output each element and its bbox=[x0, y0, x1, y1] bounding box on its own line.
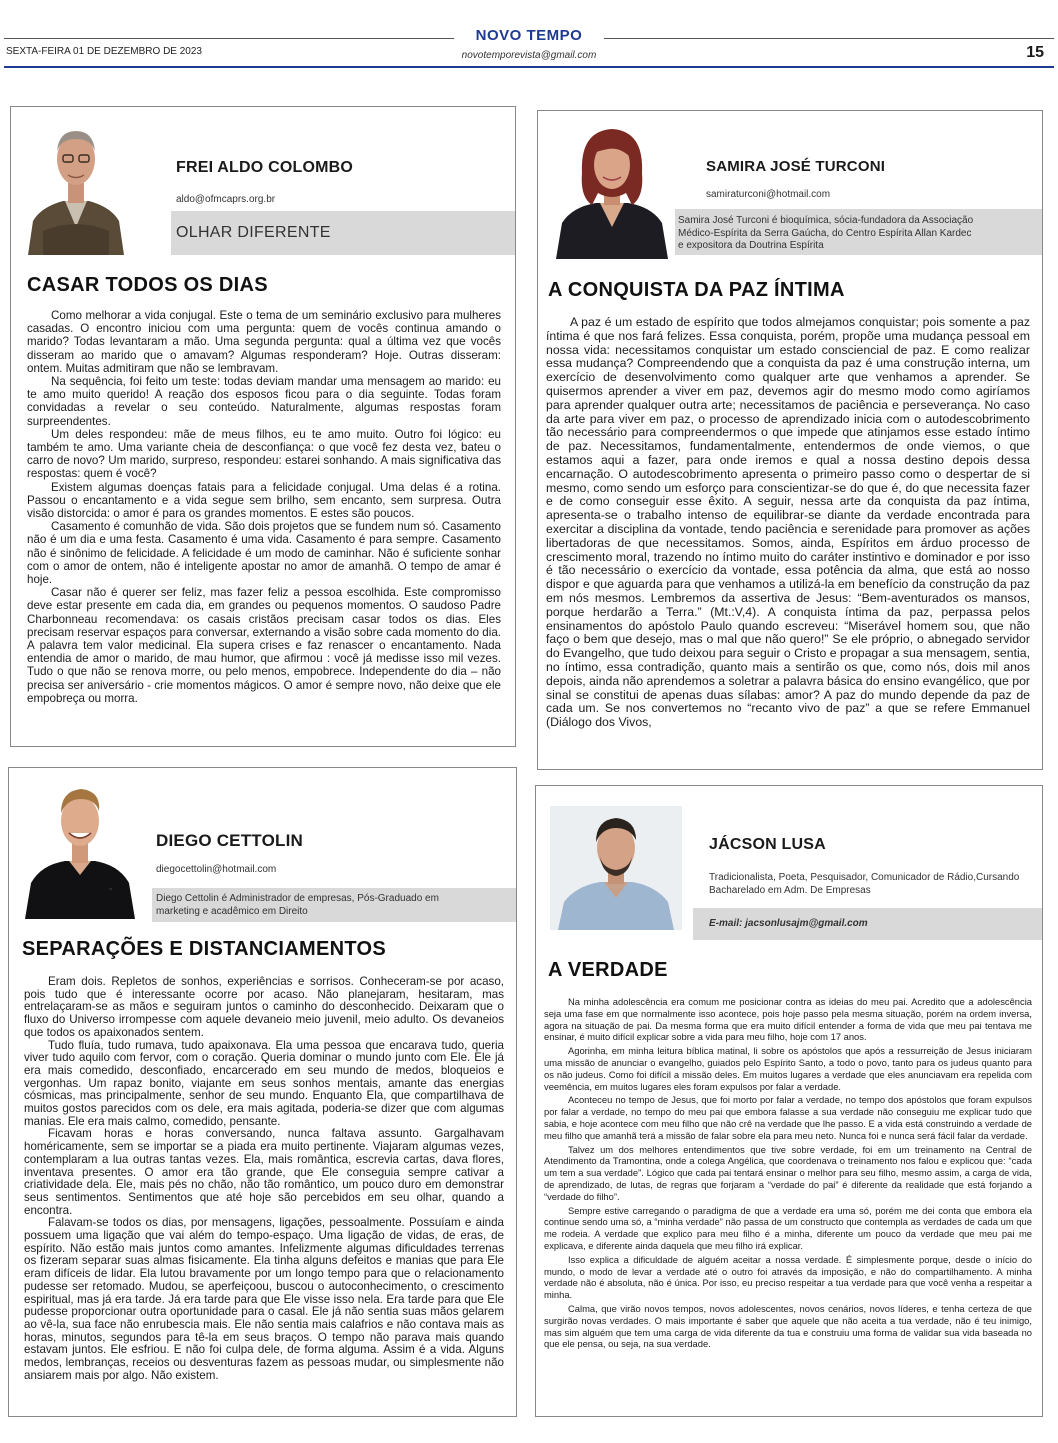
article-paragraph: Na sequência, foi feito um teste: todas deviam mandar uma mensagem ao marido: eu te amo muito querido! A reação dos esposos ficou para o dia seguinte. Todas foram convidadas a revelar o seu conteúdo. Naturalmente, algumas respostas foram surpreendentes. bbox=[27, 375, 501, 428]
article-body bbox=[546, 316, 1030, 730]
masthead-bottom-rule bbox=[4, 66, 1054, 68]
author-portrait-icon bbox=[21, 771, 139, 919]
author-email: diegocettolin@hotmail.com bbox=[156, 864, 277, 875]
author-photo-jacson bbox=[550, 806, 682, 930]
column-frei-aldo-colombo bbox=[10, 106, 516, 747]
article-paragraph: Talvez um dos melhores entendimentos que tive sobre verdade, foi em um treinamento na Central de Atendimento da Tramontina, onde a colega Angélica, que coordenava o treinamento nos falou e explicou que: “cada um tem a sua verdade”. Lógico que cada pai tentará ensinar o melhor para seu filho, mesmo assim, a carga de vida, de aprendizado, de lutas, de regras que forjaram a “verdade do pai” é diferente da realidade que está forjando a “verdade do filho”. bbox=[544, 1143, 1032, 1202]
article-paragraph: Ficavam horas e horas conversando, nunca faltava assunto. Gargalhavam homéricamente, sem se importar se a piada era muito pertinente. Viajaram algumas vezes, contemplaram a lua outras tantas vezes. Ela, mais romântica, escrevia cartas, dava flores, inventava presentes. O amor era tão grande, que Ele conseguia sempre cativar a criatividade dela. Ele, mais pés no chão, não tão romântico, um pouco duro em demonstrar seus sentimentos. Sentimentos que até hoje são percebidos em seu olhar, quando a encontra. bbox=[24, 1127, 504, 1217]
article-paragraph: Eram dois. Repletos de sonhos, experiências e sorrisos. Conheceram-se por acaso, pois tudo que é interessante ocorre por acaso. Não planejaram, hesitaram, mas entrelaçaram-se as mãos e seguiram juntos o caminho do desconhecido. Deixaram que o fluxo do Universo irrompesse com aquele devaneio meio juvenil, meio adulto. Os devaneios que todos os apaixonados sentem. bbox=[24, 975, 504, 1039]
article-headline: A VERDADE bbox=[548, 959, 668, 981]
newspaper-email: novotemporevista@gmail.com bbox=[461, 50, 597, 61]
author-bio: Diego Cettolin é Administrador de empresas, Pós-Graduado em marketing e acadêmico em Direito bbox=[156, 893, 439, 917]
author-name: FREI ALDO COLOMBO bbox=[176, 159, 354, 176]
masthead bbox=[0, 0, 1058, 70]
article-paragraph: Existem algumas doenças fatais para a felicidade conjugal. Uma delas é a rotina. Passou o encantamento e a vida segue sem brilho, sem encanto, sem surpresa. Outra visão distorcida: o amor é para os grandes momentos. E estes são poucos. bbox=[27, 480, 501, 521]
author-photo-samira bbox=[554, 113, 670, 259]
author-name: DIEGO CETTOLIN bbox=[156, 831, 303, 850]
article-paragraph: Falavam-se todos os dias, por mensagens, ligações, pessoalmente. Possuíam e ainda possuem uma ligação que vai além do tempo-espaço. Uma ligação de vidas, de eras, de espírito. Não estão mais juntos como amantes. Infelizmente algumas dificuldades terrenas os fizeram separar suas almas fisicamente. Ela tinha alguns defeitos e manias que para Ele eram difíceis de lidar. Ela lutou bravamente por um longo tempo para que o relacionamento pudesse ser retomado. Mudou, se aperfeiçoou, buscou o autoconhecimento, o crescimento espiritual, mas já era tarde. Já era tarde para que Ele visse isso nela. Era tarde para que Ele pudesse proporcionar outra oportunidade para o casal. Ele já não sentia suas mãos gelarem ao vê-la, sua face não enrubescia mais. Ele não sentia mais calafrios e não contava mais as horas, minutos, segundos para tê-la em seus braços. O tempo não parava mais quando estavam juntos. Ele esfriou. E não foi culpa dele, de forma alguma. Assim é a vida. Alguns medos, lembranças, receios ou desventuras fazem as pessoas mudar, ou simplesmente não ansiarem mais por algo. Não existem. bbox=[24, 1216, 504, 1382]
newspaper-title: NOVO TEMPO bbox=[475, 27, 583, 44]
author-name: SAMIRA JOSÉ TURCONI bbox=[706, 158, 886, 175]
svg-text:~: ~ bbox=[109, 887, 113, 893]
author-photo-aldo bbox=[23, 109, 129, 255]
article-paragraph: Na minha adolescência era comum me posicionar contra as ideias do meu pai. Acredito que a adolescência seja uma fase em que normalmente isso acontece, pois hoje passo pela mesma situação, porém na ordem inversa, agora na situação de pai. Da mesma forma que era muito difícil entender a forma de vida que meu pai tentava me ensinar, é muito difícil explicar sobre a vida para meu filho, hoje com 17 anos. bbox=[544, 996, 1032, 1043]
article-paragraph: A paz é um estado de espírito que todos almejamos conquistar; pois somente a paz íntima é que nos fará felizes. Essa conquista, porém, propõe uma mudança pessoal em nossa vida: necessitamos conquistar um estado consciencial de paz. E como realizar essa mudança? Compreendendo que a conquista da paz é uma construção interna, um exercício de desenvolvimento como qualquer arte que venhamos a aprender. Se quisermos aprender a viver em paz, devemos agir do mesmo modo como agiríamos para aprender qualquer outra arte; necessitamos de paciência e perseverança. No caso da arte para viver em paz, o processo de aprendizado inicia com o autodescobrimento tão necessário para compreendermos o que impede que atinjamos esse estado íntimo de paz. Necessitamos, fundamentalmente, entendermos de onde viemos, o que estamos aqui a fazer, para onde iremos e qual a nossa destino depois dessa encarnação. O autodescobrimento apresenta o primeiro passo como o despertar de si mesmo, como sendo um esforço para conscientizar-se do que é, do que necessita fazer e de como conseguir esse êxito. A seguir, nessa arte da conquista da paz íntima, apresenta-se o trabalho intenso de equilibrar-se diante da verdade encontrada para exercitar a disciplina da vontade, tendo paciência e serenidade para promover as ações libertadoras de que necessitamos. Somos, ainda, Espíritos em árduo processo de crescimento moral, trazendo no íntimo muito do caráter instintivo e dominador e por isso é tão necessário o exercício da vontade, essa potência da alma, que está ao nosso dispor e que aguarda para que venhamos a utilizá-la em benefício da construção da paz em nós mesmos. Lembremos da assertiva de Jesus: “Bem-aventurados os mansos, porque herdarão a Terra.” (Mt.:V,4). A conquista íntima da paz, perpassa pelos ensinamentos do apóstolo Paulo quando escreveu: “Miserável homem sou, que não faço o bem que desejo, mas o mal que não quero!” Se ele próprio, o abnegado servidor do Evangelho, que tudo deixou para seguir o Cristo e propagar a sua mensagem, sentia, no íntimo, essa contradição, quanto mais a sentirão os que, como nós, dois mil anos depois, ainda não aprendemos a soletrar a palavra básica do ensino evangélico, que por sinal se constitui de apenas duas sílabas: amor? A paz do mundo depende da paz de cada um. Se nos convertemos no “recanto vivo de paz” a que se refere Emmanuel (Diálogo dos Vivos, bbox=[546, 315, 1031, 730]
column-jacson-lusa bbox=[535, 785, 1043, 1417]
article-headline: A CONQUISTA DA PAZ ÍNTIMA bbox=[548, 279, 845, 301]
article-paragraph: Agorinha, em minha leitura bíblica matinal, li sobre os apóstolos que após a ressurreição de Jesus iniciaram uma missão de anunciar o evangelho, guiados pelo Espírito Santo, a todo o povo, tanto para os judeus quanto para os não judeus. Como foi difícil a missão deles. Em muitos lugares a verdade que eles anunciavam era repelida com veemência, em muitos lugares eles foram expulsos por falar a verdade. bbox=[544, 1045, 1032, 1092]
column-diego-cettolin bbox=[8, 767, 517, 1417]
masthead-title-box bbox=[454, 24, 604, 48]
author-portrait-icon bbox=[23, 109, 129, 255]
article-paragraph: Calma, que virão novos tempos, novos adolescentes, novos cenários, novos líderes, e tenha certeza de que surgirão novas verdades. O mais importante é saber que aquele que não aceita a tua verdade, não é teu inimigo, mas sim alguém que tem uma carga de vida diferente da tua e construiu uma forma de validar sua vida baseada no que ele pensa, ou seja, na sua verdade. bbox=[544, 1302, 1032, 1350]
section-tag: OLHAR DIFERENTE bbox=[176, 224, 331, 241]
author-bio: Samira José Turconi é bioquímica, sócia-fundadora da Associação Médico-Espírita da Serra Gaúcha, do Centro Espírita Allan Kardec e expositora da Doutrina Espírita bbox=[678, 215, 974, 251]
author-email: aldo@ofmcaprs.org.br bbox=[176, 194, 276, 205]
article-paragraph: Como melhorar a vida conjugal. Este o tema de um seminário exclusivo para mulheres casadas. O encontro iniciou com uma pergunta: quem de vocês continua amando o marido? Todas levantaram a mão. Uma segunda pergunta: qual a última vez que vocês disseram ao marido que o amavam? Algumas responderam? Hoje. Outras disseram: ontem. Muitas admitiram que não se lembravam. bbox=[27, 309, 501, 375]
article-body bbox=[544, 996, 1032, 1352]
author-bio: Tradicionalista, Poeta, Pesquisador, Comunicador de Rádio,Cursando Bacharelado em Adm. De Empresas bbox=[709, 872, 1020, 896]
article-body bbox=[24, 976, 504, 1383]
author-portrait-icon bbox=[554, 113, 670, 259]
column-samira-jose-turconi bbox=[537, 110, 1043, 770]
author-email: samiraturconi@hotmail.com bbox=[706, 189, 831, 200]
article-headline: CASAR TODOS OS DIAS bbox=[27, 274, 268, 296]
article-paragraph: Casamento é comunhão de vida. São dois projetos que se fundem num só. Casamento não é um dia e uma festa. Casamento é uma vida. Casamento é para sempre. Casamento não é sinônimo de felicidade. A felicidade é um modo de caminhar. Não é suficiente sonhar com o amor de ontem, não é inteligente apostar no amor de amanhã. O tempo de amar é hoje. bbox=[27, 520, 501, 587]
page-number: 15 bbox=[1026, 44, 1044, 61]
article-paragraph: Sempre estive carregando o paradigma de que a verdade era uma só, porém me dei conta que embora ela continue sendo uma só, a “minha verdade” não passa de um constructo que contempla as verdades de cada um que me rodeia. A verdade que explico para meu filho é a minha, diferente um pouco da verdade que meu pai me explicava, e diferente ainda daquela que meu filho irá explicar. bbox=[544, 1204, 1032, 1251]
author-email: E-mail: jacsonlusajm@gmail.com bbox=[709, 918, 868, 929]
author-portrait-icon bbox=[550, 806, 682, 930]
article-paragraph: Tudo fluía, tudo rumava, tudo apaixonava. Ela uma pessoa que encarava tudo, queria viver tudo aquilo com fervor, com o coração. Queria dominar o mundo junto com Ele. Ele já era mais comedido, desconfiado, encarcerado em seu mundo de medos, bloqueios e vergonhas. Um rapaz bonito, viajante em seus sonhos mentais, amante das energias cósmicas, mas principalmente, senhor de seu mundo. Enquanto Ela, que compartilhava de muitos gostos parecidos com os dele, era mais agitada, poderia-se dizer que com algumas manias. Ele era mais calmo, comedido, pensante. bbox=[24, 1038, 504, 1128]
article-paragraph: Casar não é querer ser feliz, mas fazer feliz a pessoa escolhida. Este compromisso deve estar presente em cada dia, em grandes ou pequenos momentos. O saudoso Padre Charbonneau recomendava: os casais cristãos precisam casar todos os dias. Eles precisam reservar espaços para conversar, externando a visão sobre cada momento do dia. A palavra tem valor medicinal. Ela supera crises e faz renascer o encantamento. Nada entendia de amor o marido, de mau humor, que afirmou : você já medisse isso mil vezes. Tudo o que não se renova morre, ou pelo menos, empobrece. Independente do dia – não precisa ser aniversário - crie momentos mágicos. O amor é sempre novo, não deixe que ele empobreça ou morra. bbox=[27, 586, 501, 705]
article-paragraph: Um deles respondeu: mãe de meus filhos, eu te amo muito. Outro foi lógico: eu também te amo. Uma variante cheia de desconfiança: o que você fez desta vez, bateu o carro de novo? Um marido, surpreso, respondeu: estarei sonhando. A mais significativa das respostas: quem é você? bbox=[27, 427, 501, 481]
article-headline: SEPARAÇÕES E DISTANCIAMENTOS bbox=[22, 938, 386, 960]
article-paragraph: Isso explica a dificuldade de alguém aceitar a nossa verdade. É simplesmente porque, desde o início do mundo, o modo de levar a verdade até o outro foi através da imposição, e não do compartilhamento. A minha verdade não é absoluta, não é única. Por isso, eu preciso respeitar a tua verdade para que você venha a respeitar a minha. bbox=[544, 1253, 1032, 1301]
author-name: JÁCSON LUSA bbox=[709, 836, 826, 853]
article-paragraph: Aconteceu no tempo de Jesus, que foi morto por falar a verdade, no tempo dos apóstolos que foram expulsos por falar a verdade, no tempo do meu pai que embora falasse a sua verdade não conseguiu me explicar tudo que sabia, e hoje acontece com meu filho que não crê na verdade que lhe passo. E a vida está construindo a verdade de meu filho que amanhã terá a missão de falar sobre ela para meu neto. Nunca foi e nunca será fácil falar da verdade. bbox=[544, 1094, 1032, 1141]
author-photo-diego bbox=[21, 771, 139, 919]
issue-date: SEXTA-FEIRA 01 DE DEZEMBRO DE 2023 bbox=[6, 46, 202, 57]
article-body bbox=[27, 309, 501, 705]
